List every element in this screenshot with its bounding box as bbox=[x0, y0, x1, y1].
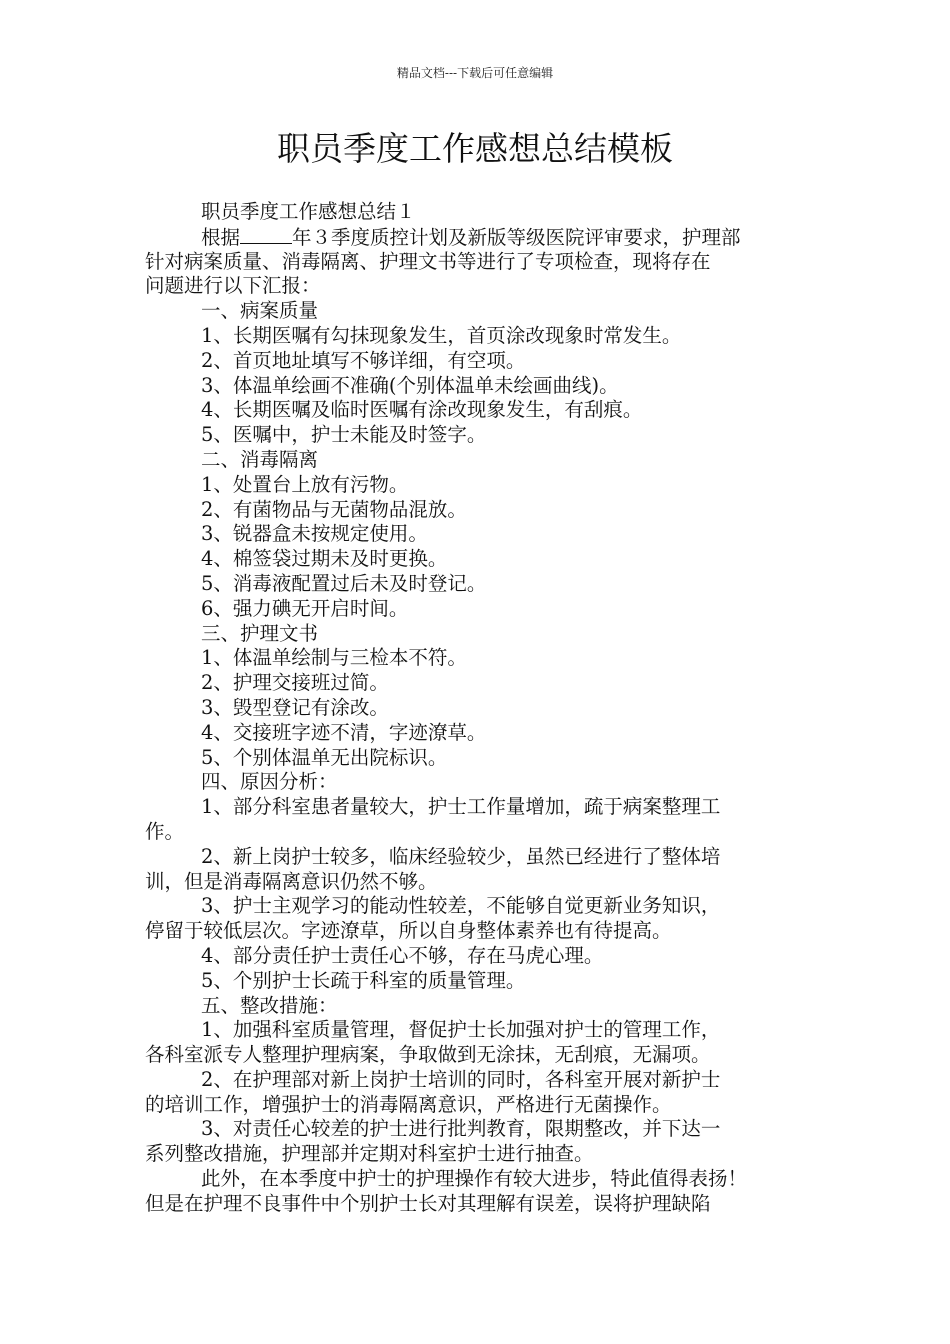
document-body bbox=[145, 200, 811, 1217]
text-line: 1、处置台上放有污物。 bbox=[201, 472, 409, 496]
text-line: 3、体温单绘画不准确(个别体温单未绘画曲线)。 bbox=[201, 373, 619, 397]
header-note: 精品文档---下载后可任意编辑 bbox=[396, 66, 554, 80]
text-line: 3、护士主观学习的能动性较差，不能够自觉更新业务知识， bbox=[201, 894, 721, 918]
text-line: 三、护理文书 bbox=[201, 621, 319, 645]
text-line: 1、长期医嘱有勾抹现象发生，首页涂改现象时常发生。 bbox=[201, 323, 682, 347]
text-line: 职员季度工作感想总结１ bbox=[201, 200, 416, 223]
text-line: 训，但是消毒隔离意识仍然不够。 bbox=[145, 869, 438, 893]
document-title: 职员季度工作感想总结模板 bbox=[277, 129, 673, 168]
text-line: 2、有菌物品与无菌物品混放。 bbox=[201, 497, 467, 521]
text-segment: 根据 bbox=[201, 225, 241, 249]
text-line: 3、对责任心较差的护士进行批判教育，限期整改，并下达一 bbox=[201, 1117, 721, 1141]
text-line: 4、部分责任护士责任心不够，存在马虎心理。 bbox=[201, 943, 604, 967]
text-line: 问题进行以下汇报： bbox=[145, 274, 321, 298]
text-line: 此外，在本季度中护士的护理操作有较大进步，特此值得表扬！ bbox=[201, 1167, 748, 1191]
text-segment: 年３季度质控计划及新版等级医院评审要求，护理部 bbox=[292, 225, 741, 249]
text-line: 针对病案质量、消毒隔离、护理文书等进行了专项检查，现将存在 bbox=[145, 249, 711, 273]
text-line: 1、加强科室质量管理，督促护士长加强对护士的管理工作， bbox=[201, 1018, 721, 1042]
text-line: 1、部分科室患者量较大，护士工作量增加，疏于病案整理工 bbox=[201, 795, 721, 819]
text-line: 5、个别体温单无出院标识。 bbox=[201, 745, 448, 769]
text-line: 二、消毒隔离 bbox=[201, 447, 319, 471]
text-line: 各科室派专人整理护理病案，争取做到无涂抹，无刮痕，无漏项。 bbox=[145, 1043, 711, 1067]
text-line: 2、在护理部对新上岗护士培训的同时，各科室开展对新护士 bbox=[201, 1067, 721, 1091]
text-line: 但是在护理不良事件中个别护士长对其理解有误差，误将护理缺陷 bbox=[145, 1191, 711, 1215]
text-line: 4、长期医嘱及临时医嘱有涂改现象发生，有刮痕。 bbox=[201, 398, 643, 422]
text-line: 4、棉签袋过期未及时更换。 bbox=[201, 547, 448, 571]
text-line: 的培训工作，增强护士的消毒隔离意识，严格进行无菌操作。 bbox=[145, 1092, 672, 1116]
text-line: 3、毁型登记有涂改。 bbox=[201, 695, 389, 719]
text-line: 五、整改措施： bbox=[201, 993, 338, 1017]
text-line: 4、交接班字迹不清，字迹潦草。 bbox=[201, 720, 487, 744]
text-line: 6、强力碘无开启时间。 bbox=[201, 596, 409, 620]
text-line: 5、医嘱中，护士未能及时签字。 bbox=[201, 423, 487, 447]
text-line: 1、体温单绘制与三检本不符。 bbox=[201, 646, 467, 670]
text-line: 作。 bbox=[145, 819, 185, 843]
text-line bbox=[145, 225, 811, 250]
text-line: 系列整改措施，护理部并定期对科室护士进行抽查。 bbox=[145, 1142, 594, 1166]
text-line: 5、个别护士长疏于科室的质量管理。 bbox=[201, 968, 526, 992]
text-line: 3、锐器盒未按规定使用。 bbox=[201, 522, 428, 546]
text-line: 一、病案质量 bbox=[201, 299, 319, 323]
text-line: 2、新上岗护士较多，临床经验较少，虽然已经进行了整体培 bbox=[201, 844, 721, 868]
fill-in-blank bbox=[240, 225, 292, 244]
text-line: 四、原因分析： bbox=[201, 770, 338, 794]
text-line: 停留于较低层次。字迹潦草，所以自身整体素养也有待提高。 bbox=[145, 919, 672, 943]
text-line: 2、首页地址填写不够详细，有空项。 bbox=[201, 348, 526, 372]
text-line: 2、护理交接班过简。 bbox=[201, 671, 389, 695]
text-line: 5、消毒液配置过后未及时登记。 bbox=[201, 571, 487, 595]
